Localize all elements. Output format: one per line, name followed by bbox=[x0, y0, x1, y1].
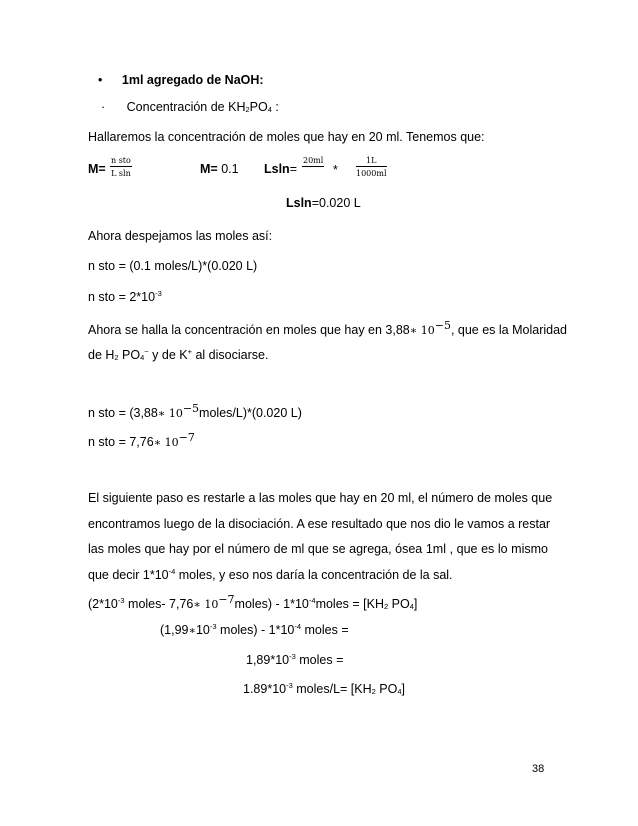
bullet-text: 1ml agregado de NaOH: bbox=[121, 73, 264, 87]
page-number: 38 bbox=[532, 763, 545, 775]
paragraph-line-4: que decir $1*10^{-4}$ moles, y eso nos daría la concentración de la sal. bbox=[88, 567, 453, 582]
bullet-heading bbox=[98, 73, 264, 87]
sub-bullet bbox=[101, 100, 279, 114]
m-fraction: n sto L sln bbox=[111, 156, 131, 178]
calc-line-2: ($1,99∗10^{-3}$ moles) - $1*10^{-4}$ moles = bbox=[160, 622, 349, 637]
lsln-result: Lsln=0.020 L bbox=[286, 196, 361, 210]
paragraph-line-3: las moles que hay por el número de ml que se agrega, ósea 1ml , que es lo mismo bbox=[88, 542, 548, 556]
intro-text: Hallaremos la concentración de moles que hay en 20 ml. Tenemos que: bbox=[88, 130, 485, 144]
despejamos-text: Ahora despejamos las moles así: bbox=[88, 229, 273, 243]
lsln-label: Lsln= bbox=[264, 162, 298, 176]
nsto-line-4: n sto = 7,76∗ $10^{-7}$ bbox=[88, 431, 195, 449]
calc-line-3: $1,89*10^{-3}$ moles = bbox=[246, 652, 344, 667]
nsto-line-3: n sto = (3,88∗ $10^{-5}moles/L)*(0.020$ L) bbox=[88, 402, 302, 420]
molaridad-line-2: de $H_2$ $PO_4^-$ y de K+ al disociarse. bbox=[88, 347, 269, 362]
m-label: M= bbox=[88, 162, 106, 176]
bullet-symbol: • bbox=[98, 73, 103, 87]
molaridad-line-1: Ahora se halla la concentración en moles que hay en 3,88∗ $10^{-5}$, que es la Molaridad bbox=[88, 319, 567, 337]
nsto-line-2: n sto = $2*10^{-3}$ bbox=[88, 289, 162, 304]
sub-bullet-text: Concentración de $KH_2PO_4$ : bbox=[126, 100, 279, 114]
paragraph-line-1: El siguiente paso es restarle a las moles que hay en 20 ml, el número de moles que bbox=[88, 491, 553, 505]
calc-line-4: $1.89*10^{-3}$ moles/L= [$KH_2$ $PO_4$] bbox=[243, 681, 406, 696]
paragraph-line-2: encontramos luego de la disociación. A ese resultado que nos dio le vamos a restar bbox=[88, 517, 551, 531]
nsto-line-1: n sto = (0.1 moles/L)*(0.020 L) bbox=[88, 259, 258, 273]
sub-bullet-symbol: · bbox=[101, 100, 106, 114]
calc-line-1: ($2*10^{-3}$ moles- 7,76∗ $10^{-7}moles$) - $1*10^{-4}moles = [KH_2$ $PO_4$] bbox=[88, 593, 418, 611]
ml-fraction: 20ml bbox=[303, 156, 324, 165]
times-sign: * bbox=[333, 163, 338, 177]
liter-fraction: $\frac{1L}{1000ml}$ bbox=[356, 156, 387, 178]
m-value: M= 0.1 bbox=[200, 162, 239, 176]
